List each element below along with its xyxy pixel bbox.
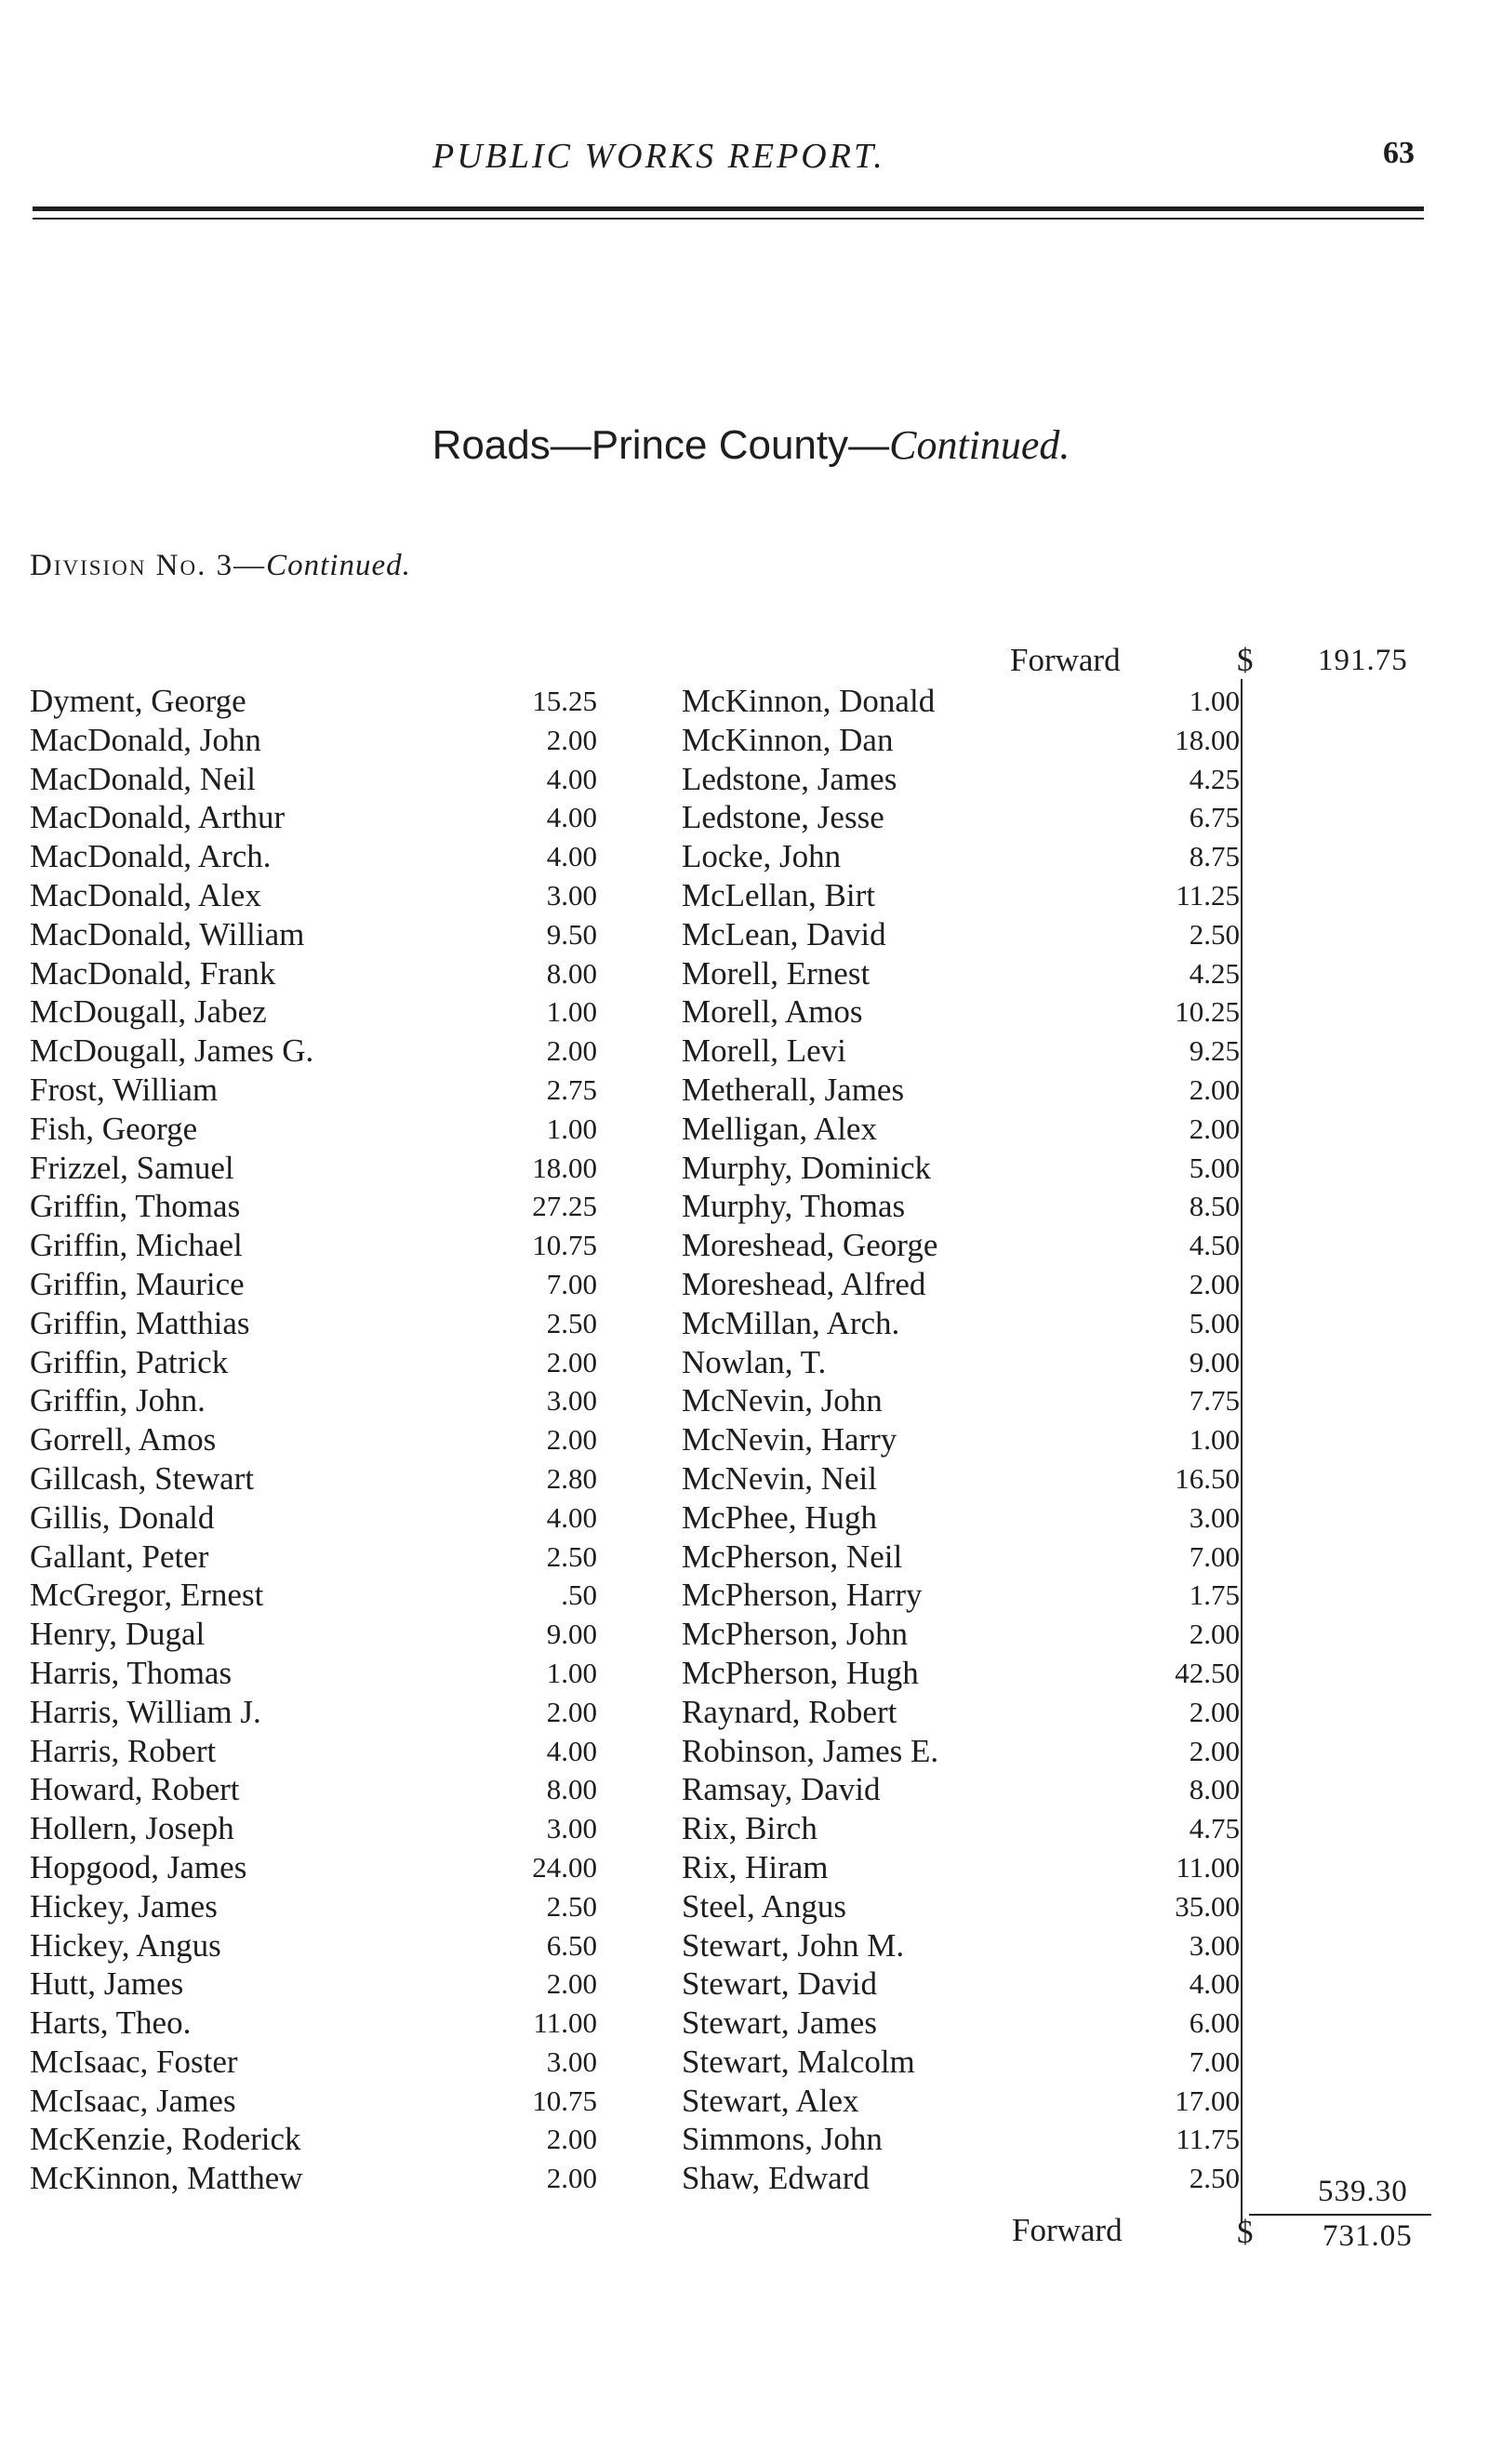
payment-amount: 35.00 [1175, 1889, 1240, 1923]
payee-name: Harris, Thomas [30, 1654, 233, 1691]
payment-amount: 27.25 [532, 1190, 597, 1223]
forward-bottom-label: Forward [1012, 2212, 1123, 2248]
ledger-row [30, 1926, 597, 1965]
payee-name: McPherson, Harry [682, 1577, 923, 1614]
payment-amount: 6.50 [546, 1928, 597, 1962]
ledger-row [30, 1032, 597, 1071]
payment-amount: 2.00 [546, 1967, 597, 2001]
payee-name: Locke, John [682, 838, 842, 875]
payee-name: McIsaac, Foster [30, 2043, 238, 2080]
ledger-row [682, 1615, 1240, 1654]
payment-amount: 2.00 [546, 2123, 597, 2156]
payment-amount: 2.00 [546, 723, 597, 756]
ledger-row [682, 1965, 1240, 2004]
running-title: PUBLIC WORKS REPORT. [432, 137, 885, 176]
payment-amount: 4.00 [546, 840, 597, 873]
payment-amount: 2.00 [1189, 1267, 1240, 1300]
forward-bottom [0, 2212, 1502, 2254]
payee-name: Stewart, Malcolm [682, 2043, 915, 2080]
payee-name: Hopgood, James [30, 1848, 247, 1885]
ledger-row [30, 1887, 597, 1926]
ledger-row [30, 1343, 597, 1382]
payment-amount: 11.25 [1176, 878, 1240, 912]
payment-amount: 10.75 [532, 1229, 597, 1262]
payment-amount: 3.00 [1189, 1500, 1240, 1534]
ledger-row [30, 1381, 597, 1420]
payee-name: Hutt, James [30, 1965, 184, 2003]
payee-name: MacDonald, Alex [30, 876, 261, 913]
ledger-row [682, 1654, 1240, 1693]
payment-amount: 1.00 [1189, 685, 1240, 717]
payee-name: Moreshead, Alfred [682, 1265, 926, 1302]
ledger-row [30, 1538, 597, 1577]
payee-name: Griffin, Maurice [30, 1265, 245, 1302]
payment-amount: 2.00 [1189, 1072, 1240, 1106]
payment-amount: 1.00 [1189, 1423, 1240, 1457]
payee-name: McLean, David [682, 915, 886, 952]
payee-name: Griffin, John. [30, 1382, 206, 1419]
payment-amount: 17.00 [1175, 2084, 1240, 2117]
payee-name: McPherson, John [682, 1616, 909, 1653]
payment-amount: 2.00 [546, 1695, 597, 1728]
ledger-row [30, 2159, 597, 2198]
ledger-row [682, 1226, 1240, 1265]
ledger-row [30, 2004, 597, 2043]
ledger-row [30, 1187, 597, 1226]
payee-name: Rix, Hiram [682, 1848, 829, 1885]
payment-amount: 10.25 [1175, 995, 1240, 1029]
ledger-row [30, 1809, 597, 1848]
ledger-row [30, 760, 597, 799]
payment-amount: 8.75 [1189, 840, 1240, 873]
ledger-row [682, 1887, 1240, 1926]
payment-amount: 1.75 [1189, 1578, 1240, 1612]
payment-amount: 3.00 [546, 2044, 597, 2078]
payment-amount: 1.00 [546, 1112, 597, 1145]
ledger-row [30, 1110, 597, 1149]
ledger-row [682, 682, 1240, 721]
payee-name: Stewart, James [682, 2004, 877, 2042]
payment-amount: 9.00 [1189, 1345, 1240, 1379]
ledger-row [682, 876, 1240, 915]
payee-name: Dyment, George [30, 683, 246, 719]
ledger-row [682, 721, 1240, 760]
ledger-row [30, 1732, 597, 1771]
payment-amount: 1.00 [546, 995, 597, 1029]
payment-amount: 9.00 [546, 1618, 597, 1651]
payment-amount: 2.80 [546, 1461, 597, 1495]
payment-amount: 7.75 [1189, 1384, 1240, 1418]
payment-amount: 2.00 [1189, 1618, 1240, 1651]
payee-name: McDougall, Jabez [30, 993, 267, 1031]
payee-name: Fish, George [30, 1110, 198, 1147]
forward-top-label: Forward [1010, 642, 1121, 678]
payment-amount: 5.00 [1189, 1151, 1240, 1184]
ledger-row [682, 1343, 1240, 1382]
payee-name: MacDonald, Arthur [30, 799, 286, 836]
payee-name: Gillis, Donald [30, 1498, 215, 1536]
payee-name: Morell, Amos [682, 993, 863, 1031]
payment-amount: 8.00 [546, 1773, 597, 1806]
payee-name: Stewart, John M. [682, 1926, 905, 1964]
payee-name: Stewart, Alex [682, 2082, 859, 2119]
payee-name: McKinnon, Donald [682, 683, 936, 719]
payment-amount: 2.00 [1189, 1734, 1240, 1767]
payment-amount: 2.00 [546, 1345, 597, 1379]
ledger-row [30, 1149, 597, 1188]
payee-name: Henry, Dugal [30, 1616, 206, 1653]
payee-name: Griffin, Michael [30, 1227, 243, 1264]
ledger-row [682, 1459, 1240, 1498]
ledger-row [30, 1615, 597, 1654]
payee-name: MacDonald, Arch. [30, 838, 272, 875]
payee-name: Raynard, Robert [682, 1693, 897, 1730]
ledger-row [30, 2043, 597, 2082]
payment-amount: 4.00 [1189, 1967, 1240, 2001]
payee-name: Metherall, James [682, 1071, 905, 1108]
payee-name: Stewart, David [682, 1965, 877, 2003]
payee-name: McMillan, Arch. [682, 1304, 900, 1341]
division-label: Division No. 3— [30, 549, 267, 582]
forward-top [0, 642, 1502, 684]
payment-amount: 7.00 [1189, 2044, 1240, 2078]
payment-amount: 4.25 [1189, 956, 1240, 990]
payment-amount: 11.75 [1176, 2123, 1240, 2156]
payment-amount: 9.50 [546, 917, 597, 951]
ledger-row [30, 1770, 597, 1809]
ledger-row [682, 1732, 1240, 1771]
ledger-row [30, 876, 597, 915]
payee-name: McPherson, Hugh [682, 1654, 919, 1691]
payee-name: Simmons, John [682, 2121, 883, 2158]
payee-name: Frost, William [30, 1071, 219, 1108]
ledger-row [682, 1498, 1240, 1538]
payment-amount: 2.75 [546, 1072, 597, 1106]
ledger-row [682, 1420, 1240, 1459]
payment-amount: 4.00 [546, 762, 597, 795]
left-column [30, 682, 597, 2198]
column-divider [1241, 679, 1243, 2223]
payee-name: McPherson, Neil [682, 1538, 903, 1575]
payee-name: Morell, Levi [682, 1032, 846, 1070]
payee-name: Moreshead, George [682, 1227, 938, 1264]
payee-name: McKenzie, Roderick [30, 2121, 301, 2158]
payment-amount: 2.50 [546, 1539, 597, 1573]
payee-name: McPhee, Hugh [682, 1498, 877, 1536]
payee-name: Hickey, Angus [30, 1926, 221, 1964]
ledger-row [30, 1071, 597, 1110]
payee-name: McGregor, Ernest [30, 1577, 264, 1614]
payee-name: MacDonald, John [30, 721, 261, 758]
ledger-row [30, 954, 597, 993]
payee-name: Griffin, Thomas [30, 1188, 241, 1225]
payee-name: Nowlan, T. [682, 1343, 827, 1380]
ledger-row [682, 2043, 1240, 2082]
page-number: 63 [1383, 136, 1415, 170]
forward-bottom-total: 731.05 [1323, 2219, 1413, 2253]
payee-name: McIsaac, James [30, 2082, 236, 2119]
payment-amount: 2.00 [1189, 1112, 1240, 1145]
ledger-row [682, 954, 1240, 993]
forward-bottom-currency: $ [1237, 2214, 1254, 2250]
ledger-row [682, 760, 1240, 799]
division-continued: Continued. [266, 549, 411, 582]
ledger-row [30, 1965, 597, 2004]
ledger-row [30, 1304, 597, 1343]
payment-amount: 8.00 [1189, 1773, 1240, 1806]
ledger-row [682, 1149, 1240, 1188]
header-rule-thin [33, 218, 1424, 220]
payee-name: MacDonald, Frank [30, 954, 276, 992]
payee-name: McNevin, Harry [682, 1421, 897, 1458]
payee-name: Harris, Robert [30, 1732, 217, 1769]
ledger-row [682, 1809, 1240, 1848]
section-title-continued: Continued. [889, 422, 1070, 468]
payee-name: Harts, Theo. [30, 2004, 192, 2042]
payment-amount: 4.75 [1189, 1812, 1240, 1845]
ledger-row [30, 915, 597, 954]
payment-amount: 5.00 [1189, 1306, 1240, 1339]
ledger-row [30, 1265, 597, 1304]
payee-name: Harris, William J. [30, 1693, 261, 1730]
payment-amount: 2.00 [546, 1423, 597, 1457]
ledger-row [30, 1693, 597, 1732]
payment-amount: 4.50 [1189, 1229, 1240, 1262]
ledger-row [682, 1693, 1240, 1732]
payee-name: Hollern, Joseph [30, 1810, 234, 1847]
payment-amount: 6.75 [1189, 801, 1240, 834]
ledger-row [30, 1576, 597, 1615]
payee-name: Gorrell, Amos [30, 1421, 217, 1458]
right-column [682, 682, 1240, 2198]
subtotal: 539.30 [1318, 2175, 1408, 2208]
payee-name: Griffin, Matthias [30, 1304, 250, 1341]
payment-amount: 42.50 [1175, 1656, 1240, 1689]
payee-name: Ramsay, David [682, 1771, 881, 1808]
ledger-row [30, 682, 597, 721]
payment-amount: 2.00 [546, 1034, 597, 1068]
payment-amount: 11.00 [533, 2006, 597, 2040]
ledger-row [682, 2004, 1240, 2043]
forward-top-currency: $ [1237, 642, 1254, 678]
payee-name: McNevin, Neil [682, 1459, 877, 1497]
division-heading [30, 549, 411, 583]
payment-amount: 15.25 [532, 685, 597, 717]
payee-name: Gallant, Peter [30, 1538, 209, 1575]
ledger-row [682, 1770, 1240, 1809]
payee-name: McDougall, James G. [30, 1032, 314, 1070]
payee-name: Murphy, Dominick [682, 1149, 931, 1186]
payee-name: Murphy, Thomas [682, 1188, 906, 1225]
ledger-row [30, 721, 597, 760]
ledger-row [682, 2082, 1240, 2121]
payee-name: Ledstone, Jesse [682, 799, 884, 836]
ledger-row [682, 1187, 1240, 1226]
ledger-row [682, 1538, 1240, 1577]
ledger-row [682, 1265, 1240, 1304]
payment-amount: 3.00 [546, 1812, 597, 1845]
payment-amount: 2.00 [546, 2162, 597, 2195]
payee-name: McKinnon, Matthew [30, 2160, 303, 2197]
running-head [0, 136, 1502, 182]
ledger-row [30, 798, 597, 837]
payee-name: Gillcash, Stewart [30, 1459, 255, 1497]
payment-amount: 3.00 [1189, 1928, 1240, 1962]
ledger-row [682, 2120, 1240, 2159]
payee-name: MacDonald, William [30, 915, 305, 952]
ledger-row [30, 2082, 597, 2121]
payment-amount: 7.00 [1189, 1539, 1240, 1573]
ledger-row [682, 1304, 1240, 1343]
ledger-row [30, 1498, 597, 1538]
ledger-row [682, 837, 1240, 876]
payment-amount: 1.00 [546, 1656, 597, 1689]
ledger-row [682, 798, 1240, 837]
ledger-row [30, 2120, 597, 2159]
payment-amount: 4.00 [546, 1500, 597, 1534]
payment-amount: 4.25 [1189, 762, 1240, 795]
payment-amount: 4.00 [546, 1734, 597, 1767]
payment-amount: 7.00 [546, 1267, 597, 1300]
ledger-row [682, 1576, 1240, 1615]
payee-name: Steel, Angus [682, 1887, 846, 1925]
payee-name: Robinson, James E. [682, 1732, 939, 1769]
payee-name: Griffin, Patrick [30, 1343, 229, 1380]
payment-amount: 8.00 [546, 956, 597, 990]
ledger-row [682, 1381, 1240, 1420]
ledger-row [682, 1848, 1240, 1887]
payment-amount: 18.00 [1175, 723, 1240, 756]
payment-amount: 11.00 [1176, 1850, 1240, 1884]
payee-name: McLellan, Birt [682, 876, 876, 913]
payment-amount: 2.50 [1189, 2162, 1240, 2195]
ledger-row [30, 1654, 597, 1693]
payment-amount: 6.00 [1189, 2006, 1240, 2040]
ledger-row [682, 1926, 1240, 1965]
payee-name: Shaw, Edward [682, 2160, 870, 2197]
header-rule-thick [33, 206, 1424, 211]
ledger-row [682, 1032, 1240, 1071]
ledger-row [30, 1420, 597, 1459]
ledger-row [682, 1110, 1240, 1149]
payment-amount: 2.50 [546, 1889, 597, 1923]
section-title-main: Roads—Prince County— [432, 422, 890, 468]
section-title [0, 421, 1502, 469]
ledger-row [30, 837, 597, 876]
ledger-row [30, 1459, 597, 1498]
payment-amount: 2.50 [546, 1306, 597, 1339]
payment-amount: 3.00 [546, 1384, 597, 1418]
payment-amount: 4.00 [546, 801, 597, 834]
payee-name: Morell, Ernest [682, 954, 871, 992]
payee-name: Melligan, Alex [682, 1110, 877, 1147]
payee-name: McKinnon, Dan [682, 721, 894, 758]
payee-name: Howard, Robert [30, 1771, 240, 1808]
payee-name: Hickey, James [30, 1887, 218, 1925]
payment-amount: 2.50 [1189, 917, 1240, 951]
payee-name: Rix, Birch [682, 1810, 817, 1847]
payee-name: Frizzel, Samuel [30, 1149, 234, 1186]
payment-amount: 16.50 [1175, 1461, 1240, 1495]
payee-name: Ledstone, James [682, 760, 897, 797]
ledger-row [682, 2159, 1240, 2198]
payee-name: McNevin, John [682, 1382, 883, 1419]
ledger-row [682, 915, 1240, 954]
payment-amount: 10.75 [532, 2084, 597, 2117]
ledger-row [30, 1848, 597, 1887]
ledger-row [682, 1071, 1240, 1110]
payee-name: MacDonald, Neil [30, 760, 256, 797]
forward-top-total: 191.75 [1318, 644, 1408, 677]
ledger-row [30, 992, 597, 1032]
payment-amount: .50 [561, 1578, 597, 1612]
payment-amount: 18.00 [532, 1151, 597, 1184]
payment-amount: 2.00 [1189, 1695, 1240, 1728]
ledger-row [30, 1226, 597, 1265]
payment-amount: 3.00 [546, 878, 597, 912]
payment-amount: 9.25 [1189, 1034, 1240, 1068]
payment-amount: 24.00 [532, 1850, 597, 1884]
ledger-row [682, 992, 1240, 1032]
payment-amount: 8.50 [1189, 1190, 1240, 1223]
